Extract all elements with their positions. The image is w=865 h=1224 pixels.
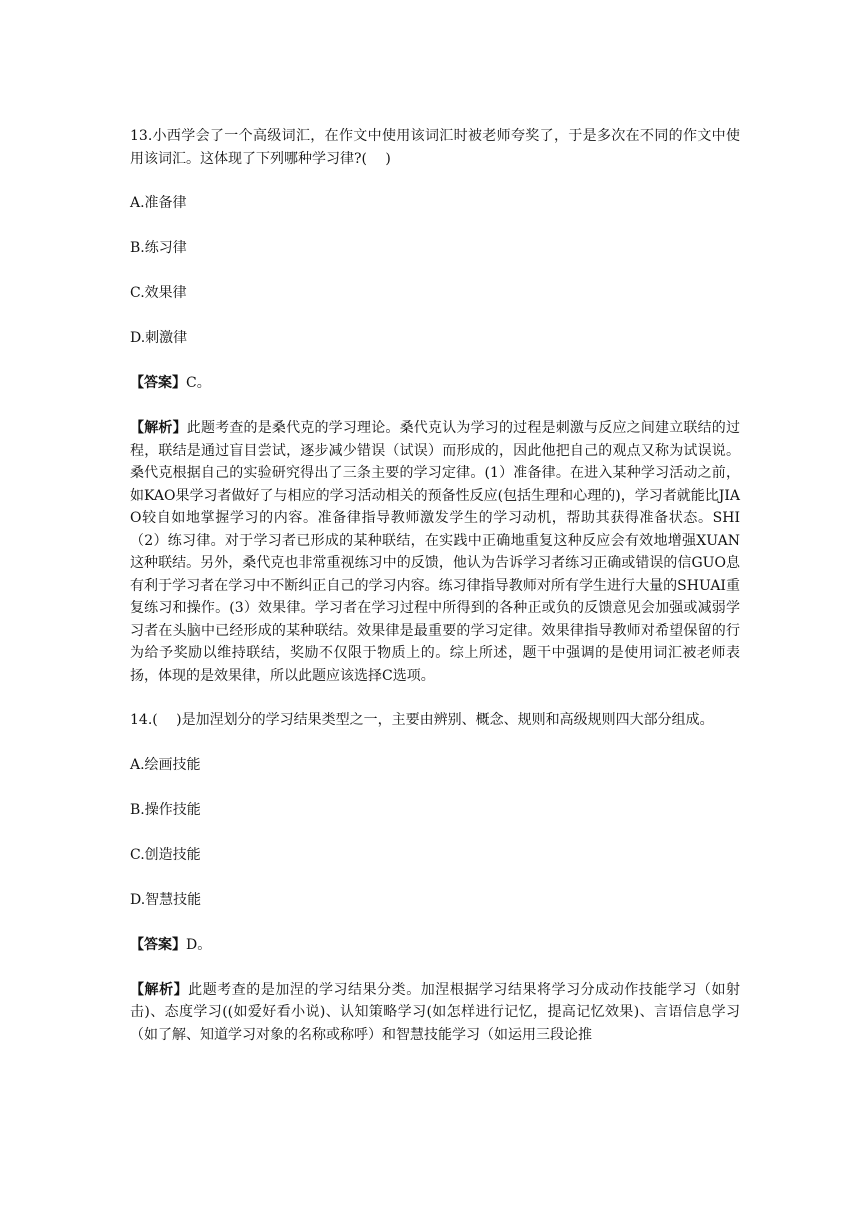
document-page [130, 125, 740, 1068]
analysis-text: 此题考查的是桑代克的学习理论。桑代克认为学习的过程是刺激与反应之间建立联结的过程，联结是通过盲目尝试，逐步减少错误（试误）而形成的，因此他把自己的观点又称为试误说。桑代克根据自己的实验研究得出了三条主要的学习定律。(1）准备律。在进入某种学习活动之前，如KAO果学习者做好了与相应的学习活动相关的预备性反应(包括生理和心理的)，学习者就能比JIAO较自如地掌握学习的内容。准备律指导教师激发学生的学习动机，帮助其获得准备状态。SHI（2）练习律。对于学习者已形成的某种联结，在实践中正确地重复这种反应会有效地增强XUAN这种联结。另外，桑代克也非常重视练习中的反馈，他认为告诉学习者练习正确或错误的信GUO息有利于学习者在学习中不断纠正自己的学习内容。练习律指导教师对所有学生进行大量的SHUAI重复练习和操作。(3）效果律。学习者在学习过程中所得到的各种正或负的反馈意见会加强或减弱学习者在头脑中已经形成的某种联结。效果律是最重要的学习定律。效果律指导教师对希望保留的行为给予奖励以维持联结，奖励不仅限于物质上的。综上所述，题干中强调的是使用词汇被老师表扬，体现的是效果律，所以此题应该选择C选项。 [130, 420, 741, 684]
analysis-text: 此题考查的是加涅的学习结果分类。加涅根据学习结果将学习分成动作技能学习（如射击)、态度学习((如爱好看小说)、认知策略学习(如怎样进行记忆，提高记忆效果)、言语信息学习（如了解、知道学习对象的名称或称呼）和智慧技能学习（如运用三段论推 [130, 981, 741, 1043]
answer-label: 【答案】 [130, 936, 186, 953]
question-13-stem: 13.小西学会了一个高级词汇，在作文中使用该词汇时被老师夸奖了，于是多次在不同的作文中使用该词汇。这体现了下列哪种学习律?( ) [130, 128, 740, 167]
analysis-label: 【解析】 [130, 420, 187, 436]
question-13-option-c: C.效果律 [130, 285, 187, 301]
question-13-option-d: D.刺激律 [130, 330, 188, 346]
question-13-option-b: B.练习律 [130, 240, 187, 256]
question-14-stem: 14.( )是加涅划分的学习结果类型之一，主要由辨别、概念、规则和高级规则四大部分组成。 [130, 712, 714, 728]
answer-value: C。 [186, 375, 211, 391]
question-13-option-a: A.准备律 [130, 195, 187, 211]
question-14-option-d: D.智慧技能 [130, 891, 202, 908]
answer-value: D。 [186, 936, 212, 953]
question-13-answer [130, 372, 740, 395]
question-14-option-b: B.操作技能 [130, 801, 201, 818]
question-14-option-c: C.创造技能 [130, 846, 201, 863]
question-13-analysis [130, 417, 740, 687]
question-14-option-a: A.绘画技能 [130, 756, 201, 773]
question-14-answer [130, 934, 740, 957]
question-14-analysis [130, 979, 740, 1047]
analysis-label: 【解析】 [130, 981, 189, 998]
answer-label: 【答案】 [130, 375, 186, 391]
